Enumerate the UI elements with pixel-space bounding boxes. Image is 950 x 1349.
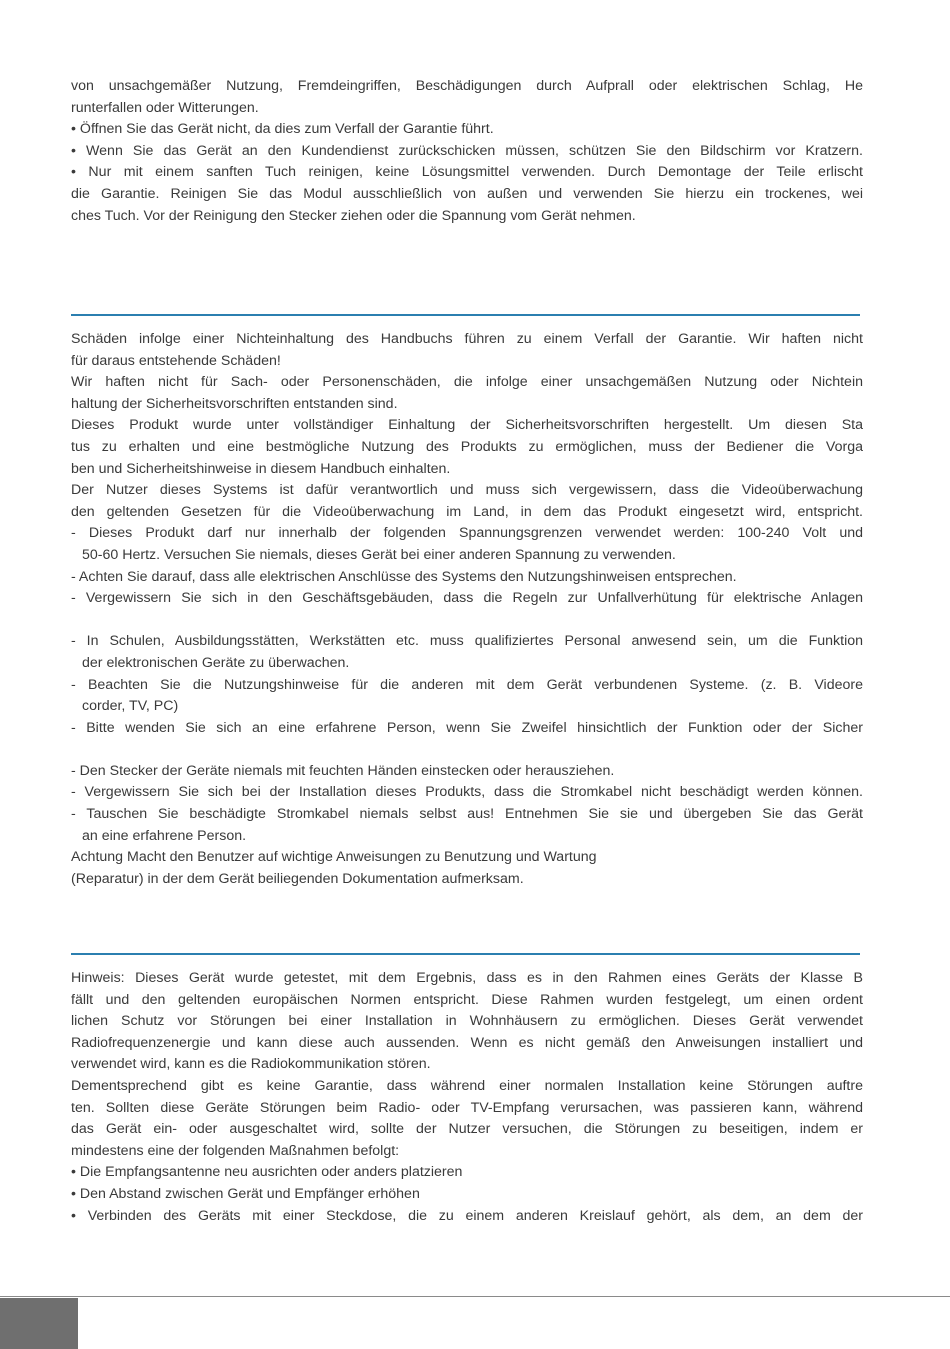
- page-tab: [0, 1298, 78, 1349]
- text-line: ben und Sicherheitshinweise in diesem Handbuch einhalten.: [71, 460, 451, 477]
- text-line: mindestens eine der folgenden Maßnahmen befolgt:: [71, 1142, 400, 1159]
- text-line: Schäden infolge einer Nichteinhaltung des Handbuchs führen zu einem Verfall der Garantie. Wir haften nicht: [71, 331, 863, 347]
- text-line: 50-60 Hertz. Versuchen Sie niemals, dieses Gerät bei einer anderen Spannung zu verwenden.: [82, 546, 676, 563]
- text-line: • Verbinden des Geräts mit einer Steckdose, die zu einem anderen Kreislauf gehört, als dem, an dem der: [71, 1207, 863, 1224]
- text-line: - Achten Sie darauf, dass alle elektrischen Anschlüsse des Systems den Nutzungshinweisen entsprechen.: [71, 568, 737, 585]
- text-line: - Vergewissern Sie sich bei der Installation dieses Produkts, dass die Stromkabel nicht beschädigt werden können.: [71, 784, 863, 801]
- section-divider-2: [71, 953, 860, 955]
- text-line: - Vergewissern Sie sich in den Geschäftsgebäuden, dass die Regeln zur Unfallverhütung für elektrische Anlagen: [71, 590, 863, 607]
- text-line: - Bitte wenden Sie sich an eine erfahrene Person, wenn Sie Zweifel hinsichtlich der Funktion oder der Sicher: [71, 719, 863, 736]
- text-line: - Den Stecker der Geräte niemals mit feuchten Händen einstecken oder herausziehen.: [71, 762, 615, 779]
- text-line: verwendet wird, kann es die Radiokommunikation stören.: [71, 1056, 431, 1073]
- text-line: Wir haften nicht für Sach- oder Personenschäden, die infolge einer unsachgemäßen Nutzung oder Nichtein: [71, 374, 863, 391]
- text-line: die Garantie. Reinigen Sie das Modul ausschließlich von außen und verwenden Sie hierzu ein trockenes, wei: [71, 185, 863, 202]
- text-line: von unsachgemäßer Nutzung, Fremdeingriffen, Beschädigungen durch Aufprall oder elektrischen Schlag, He: [71, 78, 863, 94]
- text-line: Dementsprechend gibt es keine Garantie, dass während einer normalen Installation keine Störungen auftre: [71, 1077, 863, 1094]
- text-line: • Nur mit einem sanften Tuch reinigen, keine Lösungsmittel verwenden. Durch Demontage der Teile erlischt: [71, 164, 863, 181]
- text-line: • Wenn Sie das Gerät an den Kundendienst zurückschicken müssen, schützen Sie den Bildschirm vor Kratzern.: [71, 142, 863, 159]
- text-line: • Die Empfangsantenne neu ausrichten oder anders platzieren: [71, 1164, 463, 1181]
- text-line: tus zu erhalten und eine bestmögliche Nutzung des Produkts zu ermöglichen, muss der Bediener die Vorga: [71, 438, 863, 455]
- text-line: an eine erfahrene Person.: [82, 827, 247, 844]
- section-safety-instructions: [71, 329, 863, 890]
- text-line: - Dieses Produkt darf nur innerhalb der folgenden Spannungsgrenzen verwendet werden: 100-240 Volt und: [71, 525, 863, 542]
- text-line: für daraus entstehende Schäden!: [71, 352, 281, 369]
- text-line: Hinweis: Dieses Gerät wurde getestet, mit dem Ergebnis, dass es in den Rahmen eines Geräts der Klasse B: [71, 970, 863, 986]
- section-divider-1: [71, 314, 860, 316]
- text-line: • Den Abstand zwischen Gerät und Empfänger erhöhen: [71, 1185, 420, 1202]
- text-line: [71, 739, 863, 761]
- text-line: runterfallen oder Witterungen.: [71, 99, 259, 116]
- text-line: - Beachten Sie die Nutzungshinweise für die anderen mit dem Gerät verbundenen Systeme. (z. B. Videore: [71, 676, 863, 693]
- text-line: das Gerät ein- oder ausgeschaltet wird, sollte der Nutzer versuchen, die Störungen zu beseitigen, indem er: [71, 1121, 863, 1138]
- footer-rule: [0, 1296, 950, 1297]
- text-line: - In Schulen, Ausbildungsstätten, Werkstätten etc. muss qualifiziertes Personal anwesend sein, um die Funktion: [71, 633, 863, 650]
- text-line: Der Nutzer dieses Systems ist dafür verantwortlich und muss sich vergewissern, dass die Videoüberwachung: [71, 482, 863, 499]
- text-line: ches Tuch. Vor der Reinigung den Stecker ziehen oder die Spannung vom Gerät nehmen.: [71, 207, 636, 224]
- section-interference-notice: [71, 968, 863, 1227]
- section-care-warranty: [71, 76, 863, 227]
- text-line: lichen Schutz vor Störungen bei einer Installation in Wohnhäusern zu ermöglichen. Dieses Gerät verwendet: [71, 1013, 863, 1030]
- text-line: Radiofrequenzenergie und kann diese auch aussenden. Wenn es nicht gemäß den Anweisungen installiert und: [71, 1034, 863, 1051]
- text-line: haltung der Sicherheitsvorschriften entstanden sind.: [71, 395, 398, 412]
- text-line: ten. Sollten diese Geräte Störungen beim Radio- oder TV-Empfang verursachen, was passieren kann, während: [71, 1099, 863, 1116]
- text-line: (Reparatur) in der dem Gerät beiliegenden Dokumentation aufmerksam.: [71, 870, 524, 887]
- text-line: - Tauschen Sie beschädigte Stromkabel niemals selbst aus! Entnehmen Sie sie und übergeben Sie das Gerät: [71, 806, 863, 823]
- text-line: Achtung Macht den Benutzer auf wichtige Anweisungen zu Benutzung und Wartung: [71, 849, 597, 866]
- text-line: den geltenden Gesetzen für die Videoüberwachung im Land, in dem das Produkt eingesetzt wird, entspricht.: [71, 503, 863, 520]
- text-line: • Öffnen Sie das Gerät nicht, da dies zum Verfall der Garantie führt.: [71, 121, 494, 138]
- text-line: Dieses Produkt wurde unter vollständiger Einhaltung der Sicherheitsvorschriften hergestellt. Um diesen Sta: [71, 417, 863, 434]
- text-line: [71, 610, 863, 632]
- text-line: corder, TV, PC): [82, 698, 179, 715]
- text-line: fällt und den geltenden europäischen Normen entspricht. Diese Rahmen wurden festgelegt, um einen ordent: [71, 991, 863, 1008]
- text-line: der elektronischen Geräte zu überwachen.: [82, 654, 350, 671]
